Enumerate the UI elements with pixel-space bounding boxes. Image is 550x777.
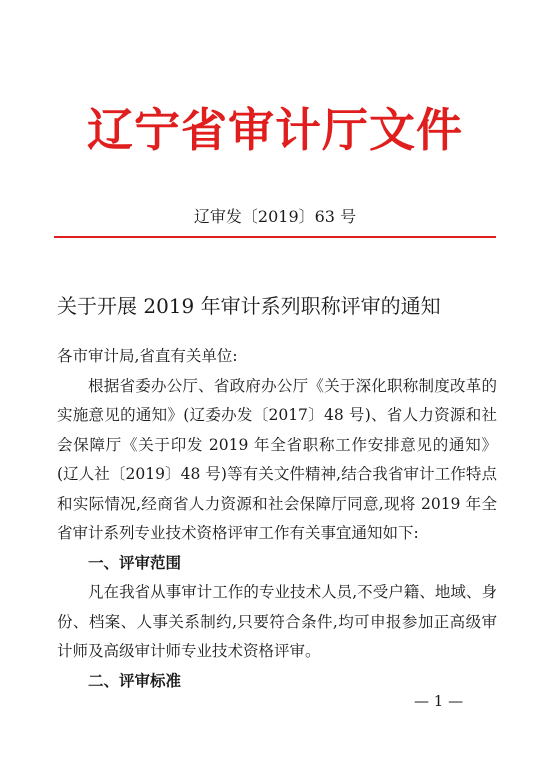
- section-heading-standards: 二、评审标准: [88, 671, 182, 690]
- salutation: 各市审计局,省直有关单位:: [57, 347, 238, 365]
- section-body-scope: 凡在我省从事审计工作的专业技术人员,不受户籍、地域、身份、档案、人事关系制约,只要符合条件,均可申报参加正高级审计师及高级审计师专业技术资格评审。: [57, 583, 497, 660]
- document-header-title: 辽宁省审计厅文件: [87, 103, 463, 157]
- intro-paragraph: 根据省委办公厅、省政府办公厅《关于深化职称制度改革的实施意见的通知》(辽委办发〔2017〕48 号)、省人力资源和社会保障厅《关于印发 2019 年全省职称工作安排意见的通知》(辽人社〔2019〕48 号)等有关文件精神,结合我省审计工作特点和实际情况,经商省人力资源和社会保障厅同意,现将 2019 年全省审计系列专业技术资格评审工作有关事宜通知如下:: [57, 376, 497, 542]
- notice-body: [57, 342, 497, 696]
- header-divider-line: [54, 236, 496, 238]
- page-number: — 1 —: [414, 692, 464, 710]
- notice-title: 关于开展 2019 年审计系列职称评审的通知: [57, 294, 441, 318]
- section-heading-scope: 一、评审范围: [88, 553, 182, 572]
- document-number: 辽审发〔2019〕63 号: [193, 207, 357, 226]
